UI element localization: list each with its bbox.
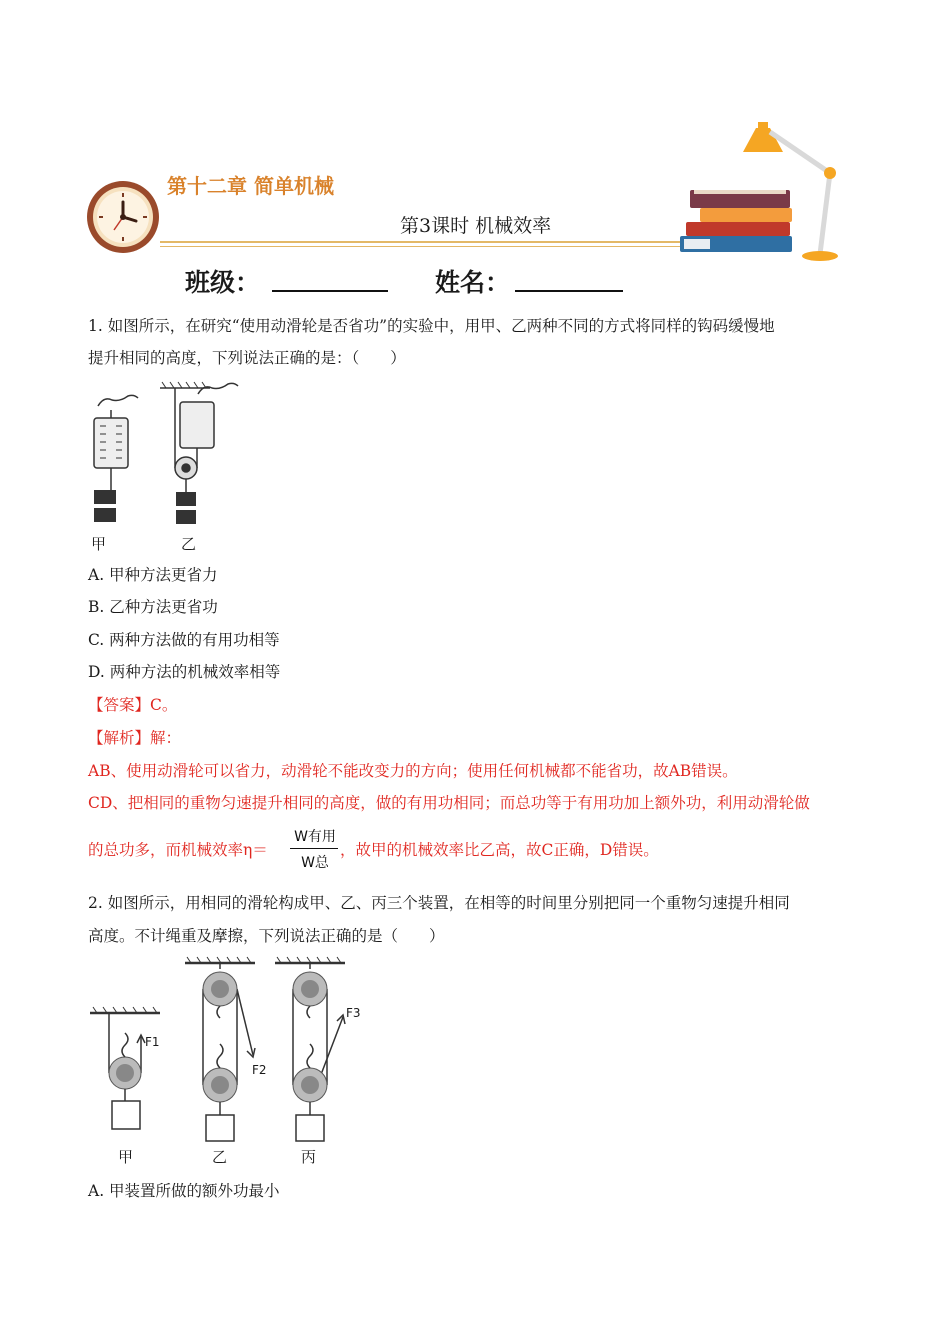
chapter-title: 第十二章 简单机械 [167,174,334,198]
q2-force-label-f2: F2 [252,1063,267,1077]
q1-analysis-line2: CD、把相同的重物匀速提升相同的高度，做的有用功相同；而总功等于有用功加上额外功，利用动滑轮做 [88,794,810,812]
q2-stem-line1: 2. 如图所示，用相同的滑轮构成甲、乙、丙三个装置，在相等的时间里分别把同一个重物匀速提升相同 [88,894,790,912]
clock-icon [84,178,162,256]
header-divider [160,241,740,243]
q2-fig-label-yi: 乙 [212,1148,228,1166]
q2-force-label-f1: F1 [145,1035,160,1049]
q2-fig-label-jia: 甲 [118,1148,134,1166]
q2-fig-label-bing: 丙 [301,1148,317,1166]
q1-figure-spring-scale [80,380,250,530]
q1-answer: 【答案】C。 [88,696,178,714]
books-lamp-illustration [680,118,850,264]
q2-figure-pulleys [85,955,365,1145]
q1-analysis-heading [88,728,181,748]
q1-analysis-line1: AB、使用动滑轮可以省力，动滑轮不能改变力的方向；使用任何机械都不能省功，故AB错误。 [88,762,738,780]
q1-option-a[interactable]: A. 甲种方法更省力 [88,566,218,584]
q2-option-a[interactable]: A. 甲装置所做的额外功最小 [88,1182,280,1200]
q2-stem-line2: 高度。不计绳重及摩擦，下列说法正确的是（ ） [88,927,445,945]
q1-fig-label-jia: 甲 [91,535,107,553]
class-blank[interactable] [272,290,388,292]
q1-fig-label-yi: 乙 [181,535,197,553]
header-divider-thin [160,246,740,247]
q1-analysis-line3a: 的总功多，而机械效率η＝ [88,841,268,859]
fraction-bar [290,848,338,849]
q1-option-d[interactable]: D. 两种方法的机械效率相等 [88,663,281,681]
q2-force-label-f3: F3 [346,1006,361,1020]
name-label: 姓名： [435,268,511,297]
q1-stem-line2: 提升相同的高度，下列说法正确的是：（ ） [88,349,406,367]
lesson-title: 第3课时 机械效率 [400,215,552,237]
fraction-denominator: W总 [301,855,329,871]
q1-analysis-label: 【解析】解： [88,729,182,747]
q1-analysis-line3b: ，故甲的机械效率比乙高，故C正确，D错误。 [340,841,659,859]
q1-option-b[interactable]: B. 乙种方法更省功 [88,598,218,616]
class-label: 班级： [185,268,261,297]
name-blank[interactable] [515,290,623,292]
q1-option-c[interactable]: C. 两种方法做的有用功相等 [88,631,280,649]
fraction-numerator: W有用 [294,829,336,845]
q1-stem-line1: 1. 如图所示，在研究“使用动滑轮是否省功”的实验中，用甲、乙两种不同的方式将同样的钩码缓慢地 [88,317,775,335]
